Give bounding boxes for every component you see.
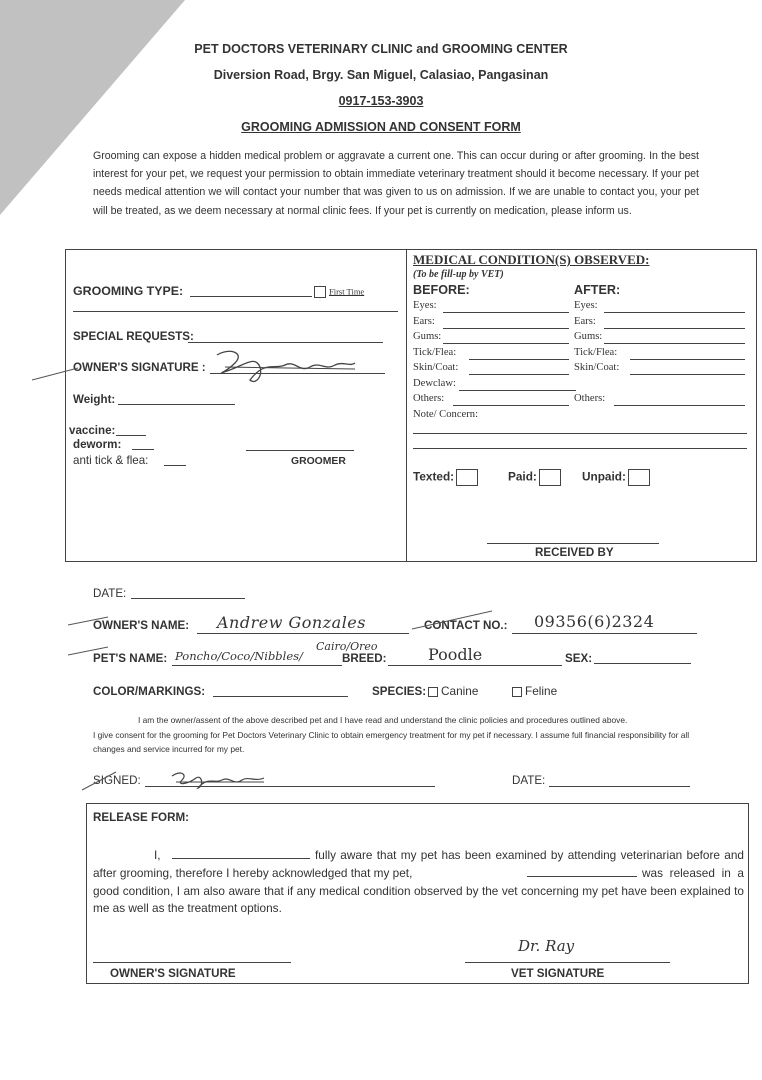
canine-label: Canine bbox=[441, 684, 479, 698]
medical-before-label: Ears: bbox=[413, 315, 435, 327]
note-line-2[interactable] bbox=[413, 448, 747, 449]
feline-label: Feline bbox=[525, 684, 558, 698]
medical-before-label: Dewclaw: bbox=[413, 377, 456, 389]
clinic-address: Diversion Road, Brgy. San Miguel, Calasiao, Pangasinan bbox=[213, 68, 549, 82]
medical-before-label: Eyes: bbox=[413, 300, 437, 311]
medical-before-label: Gums: bbox=[413, 331, 442, 342]
medical-after-label: Ears: bbox=[574, 315, 596, 327]
texted-label: Texted: bbox=[413, 469, 455, 484]
texted-checkbox[interactable] bbox=[413, 469, 478, 486]
species-label: SPECIES: bbox=[372, 685, 427, 698]
medical-before-line[interactable] bbox=[453, 405, 569, 406]
signed-signature-scribble bbox=[168, 768, 268, 798]
consent-line-1: I am the owner/assent of the above described pet and I have read and understand the clinic policies and procedures outlined above. bbox=[138, 715, 628, 725]
pet-name-value[interactable]: Poncho/Coco/Nibbles/ bbox=[175, 649, 303, 663]
medical-before-line[interactable] bbox=[443, 343, 569, 344]
medical-after-line[interactable] bbox=[630, 374, 745, 375]
signed-date-label: DATE: bbox=[512, 774, 546, 787]
anti-tick-line[interactable] bbox=[164, 465, 186, 466]
pet-name-line[interactable] bbox=[172, 665, 342, 666]
checkbox-square[interactable] bbox=[314, 286, 326, 298]
pet-name-label: PET'S NAME: bbox=[93, 652, 168, 665]
owner-name-value[interactable]: Andrew Gonzales bbox=[217, 613, 366, 632]
date-line[interactable] bbox=[131, 598, 245, 599]
medical-title: MEDICAL CONDITION(S) OBSERVED: bbox=[413, 252, 650, 267]
owner-name-label: OWNER'S NAME: bbox=[93, 619, 190, 632]
clinic-name: PET DOCTORS VETERINARY CLINIC and GROOMING CENTER bbox=[194, 42, 568, 56]
signed-pointer bbox=[80, 768, 120, 792]
texted-box[interactable] bbox=[456, 469, 478, 486]
medical-after-label: Others: bbox=[574, 393, 606, 404]
special-requests-line[interactable] bbox=[188, 342, 383, 343]
clinic-phone: 0917-153-3903 bbox=[338, 94, 424, 108]
release-text-a: fully aware that my pet has been examined by attending veterinarian before and after grooming, therefore I hereby acknowledged that my pet, bbox=[93, 848, 744, 880]
box-divider bbox=[406, 250, 407, 561]
note-line-1[interactable] bbox=[413, 433, 747, 434]
release-text-b: was released in a good condition, I am also aware that if any medical condition observed by the vet concerning my pet have been explained to me as well as the treatment options. bbox=[93, 866, 744, 915]
contact-value[interactable]: 09356(6)2324 bbox=[534, 612, 655, 631]
anti-tick-label: anti tick & flea: bbox=[73, 454, 149, 467]
medical-before-line[interactable] bbox=[443, 312, 569, 313]
owner-signature-scribble bbox=[205, 345, 365, 395]
medical-after-line[interactable] bbox=[630, 359, 745, 360]
paid-label: Paid: bbox=[508, 469, 537, 484]
form-title: GROOMING ADMISSION AND CONSENT FORM bbox=[241, 120, 521, 134]
medical-after-line[interactable] bbox=[604, 312, 745, 313]
grooming-type-line-2[interactable] bbox=[73, 311, 398, 312]
owner-signature-pointer bbox=[30, 362, 80, 382]
medical-before-line[interactable] bbox=[459, 390, 576, 391]
first-time-label: First Time bbox=[329, 286, 365, 297]
consent-line-2: I give consent for the grooming for Pet Doctors Veterinary Clinic to obtain emergency treatment for my pet if necessary. I assume full financial responsibility for all changes and service incurred for my pet. bbox=[93, 730, 690, 754]
contact-label: CONTACT NO.: bbox=[424, 619, 508, 632]
vet-signature-label: VET SIGNATURE bbox=[511, 967, 605, 980]
special-requests-label: SPECIAL REQUESTS: bbox=[73, 330, 194, 343]
medical-before-line[interactable] bbox=[469, 374, 569, 375]
grooming-type-label: GROOMING TYPE: bbox=[73, 284, 184, 298]
intro-paragraph: Grooming can expose a hidden medical problem or aggravate a current one. This can occur during or after grooming. In the best interest for your pet, we request your permission to obtain immediate veterinary treatment should it become necessary. If your pet needs medical attention we will contact your number that was given to us on admission. If we are unable to contact you, your pet will be treated, as we deem necessary at normal clinic fees. If your pet is currently on medication, please inform us. bbox=[93, 150, 699, 217]
pet-name-extra[interactable]: Cairo/Oreo bbox=[316, 640, 378, 653]
medical-before-label: Tick/Flea: bbox=[413, 346, 457, 358]
release-owner-signature-label: OWNER'S SIGNATURE bbox=[110, 967, 236, 980]
received-by-label: RECEIVED BY bbox=[535, 546, 614, 559]
received-by-line[interactable] bbox=[487, 543, 659, 544]
contact-line[interactable] bbox=[512, 633, 697, 634]
color-label: COLOR/MARKINGS: bbox=[93, 685, 206, 698]
breed-line[interactable] bbox=[388, 665, 562, 666]
medical-before-line[interactable] bbox=[469, 359, 569, 360]
note-concern-label: Note/ Concern: bbox=[413, 409, 479, 420]
breed-label: BREED: bbox=[342, 652, 387, 665]
deworm-label: deworm: bbox=[73, 438, 122, 451]
deworm-line[interactable] bbox=[132, 449, 154, 450]
groomer-label: GROOMER bbox=[291, 456, 346, 467]
canine-box[interactable] bbox=[428, 687, 438, 697]
medical-before-label: Skin/Coat: bbox=[413, 362, 459, 373]
medical-after-label: Eyes: bbox=[574, 300, 598, 311]
unpaid-checkbox[interactable] bbox=[582, 469, 650, 486]
vaccine-label: vaccine: bbox=[69, 424, 116, 437]
breed-value[interactable]: Poodle bbox=[428, 645, 483, 664]
release-title: RELEASE FORM: bbox=[93, 811, 189, 824]
release-i: I, bbox=[154, 848, 161, 862]
signed-date-line[interactable] bbox=[549, 786, 690, 787]
owner-signature-label: OWNER'S SIGNATURE : bbox=[73, 361, 206, 374]
after-heading: AFTER: bbox=[574, 283, 621, 297]
unpaid-label: Unpaid: bbox=[582, 469, 626, 484]
weight-line[interactable] bbox=[118, 404, 235, 405]
medical-after-label: Tick/Flea: bbox=[574, 346, 618, 358]
canine-option[interactable] bbox=[428, 684, 478, 698]
signed-label: SIGNED: bbox=[93, 774, 141, 787]
medical-after-label: Skin/Coat: bbox=[574, 362, 620, 373]
medical-subtitle: (To be fill-up by VET) bbox=[413, 269, 504, 280]
vet-signature-value: Dr. Ray bbox=[518, 937, 575, 955]
weight-label: Weight: bbox=[73, 393, 116, 406]
unpaid-box[interactable] bbox=[628, 469, 650, 486]
feline-box[interactable] bbox=[512, 687, 522, 697]
medical-after-line[interactable] bbox=[604, 343, 745, 344]
grooming-type-line[interactable] bbox=[190, 296, 312, 297]
medical-after-line[interactable] bbox=[604, 328, 745, 329]
color-line[interactable] bbox=[213, 696, 348, 697]
medical-before-label: Others: bbox=[413, 393, 445, 404]
vaccine-line[interactable] bbox=[116, 435, 146, 436]
paid-checkbox[interactable] bbox=[508, 469, 561, 486]
medical-after-label: Gums: bbox=[574, 331, 603, 342]
before-heading: BEFORE: bbox=[413, 283, 470, 297]
sex-line[interactable] bbox=[594, 663, 691, 664]
medical-after-line[interactable] bbox=[614, 405, 745, 406]
date-label: DATE: bbox=[93, 587, 127, 600]
groomer-line[interactable] bbox=[246, 450, 354, 451]
paid-box[interactable] bbox=[539, 469, 561, 486]
sex-label: SEX: bbox=[565, 652, 593, 665]
medical-before-line[interactable] bbox=[443, 328, 569, 329]
release-owner-signature-line[interactable] bbox=[93, 962, 291, 963]
first-time-checkbox[interactable] bbox=[314, 286, 364, 298]
vet-signature-line[interactable] bbox=[465, 962, 670, 963]
feline-option[interactable] bbox=[512, 684, 557, 698]
